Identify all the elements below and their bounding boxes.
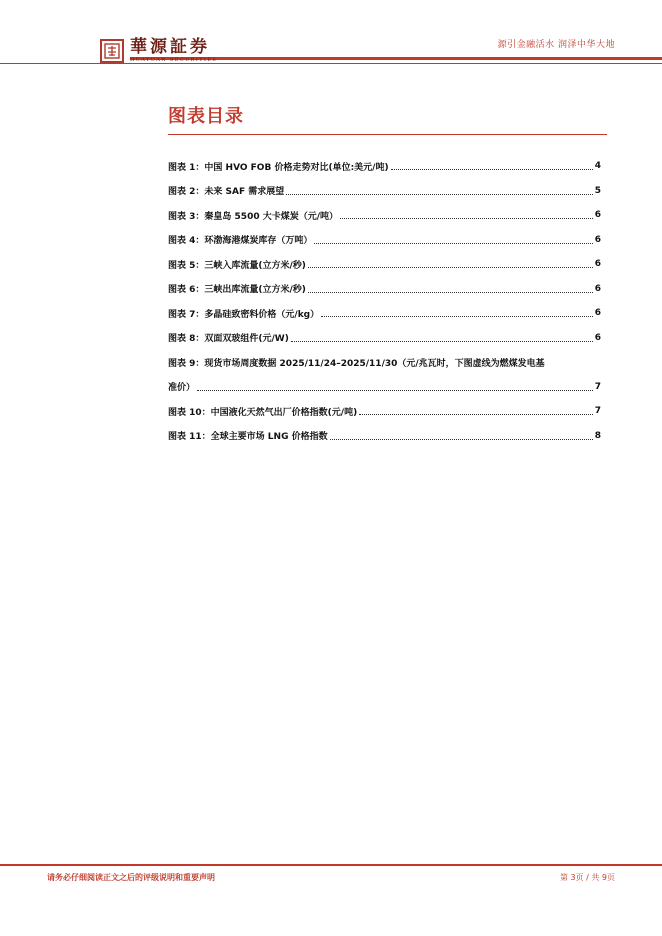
leader-dots [197, 389, 593, 391]
toc-entry[interactable]: 图表 3： 秦皇岛 5500 大卡煤炭（元/吨） 6 [168, 210, 601, 222]
logo-name: 華源証券 [130, 37, 210, 57]
leader-dots [391, 168, 593, 170]
toc-entry[interactable]: 图表 7： 多晶硅致密料价格（元/kg） 6 [168, 308, 601, 320]
leader-dots [359, 413, 593, 415]
toc-entry[interactable]: 图表 4： 环渤海港煤炭库存（万吨） 6 [168, 234, 601, 247]
toc-entry[interactable]: 图表 10： 中国液化天然气出厂价格指数(元/吨) 7 [168, 406, 601, 418]
leader-dots [330, 438, 593, 440]
company-logo [100, 38, 217, 63]
page-title: 图表目录 [168, 106, 244, 127]
header-slogan: 源引金融活水 润泽中华大地 [497, 40, 615, 50]
toc-entry[interactable]: 图表 1： 中国 HVO FOB 价格走势对比(单位:美元/吨) 4 [168, 161, 601, 173]
toc-entry[interactable]: 图表 6： 三峡出库流量(立方米/秒) 6 [168, 283, 601, 296]
toc-entry[interactable]: 图表 11： 全球主要市场 LNG 价格指数 8 [168, 430, 601, 443]
leader-dots [286, 193, 592, 195]
leader-dots [308, 291, 593, 293]
toc-entry[interactable]: 图表 8： 双面双玻组件(元/W) 6 [168, 332, 601, 345]
leader-dots [314, 242, 592, 244]
leader-dots [321, 315, 593, 317]
page-indicator: 第 3页 / 共 9页 [559, 873, 615, 882]
logo-subtext: HUAYUAN SECURITIES [130, 57, 218, 63]
leader-dots [340, 217, 593, 219]
toc-entry-continuation[interactable]: 准价） 7 [168, 381, 601, 394]
leader-dots [308, 266, 593, 268]
footer-rule [0, 864, 662, 866]
toc-entry[interactable]: 图表 5： 三峡入库流量(立方米/秒) 6 [168, 259, 601, 271]
header-rule-thin [0, 63, 662, 64]
toc-entry[interactable]: 图表 9： 现货市场周度数据 2025/11/24–2025/11/30（元/兆瓦时，下图虚线为燃煤发电基 [168, 358, 545, 369]
seal-icon [100, 39, 124, 63]
leader-dots [291, 340, 593, 342]
toc-entry[interactable]: 图表 2： 未来 SAF 需求展望 5 [168, 185, 601, 198]
toc-list [168, 154, 601, 448]
title-divider [168, 134, 607, 135]
footer-disclaimer: 请务必仔细阅读正文之后的评级说明和重要声明 [47, 873, 215, 882]
